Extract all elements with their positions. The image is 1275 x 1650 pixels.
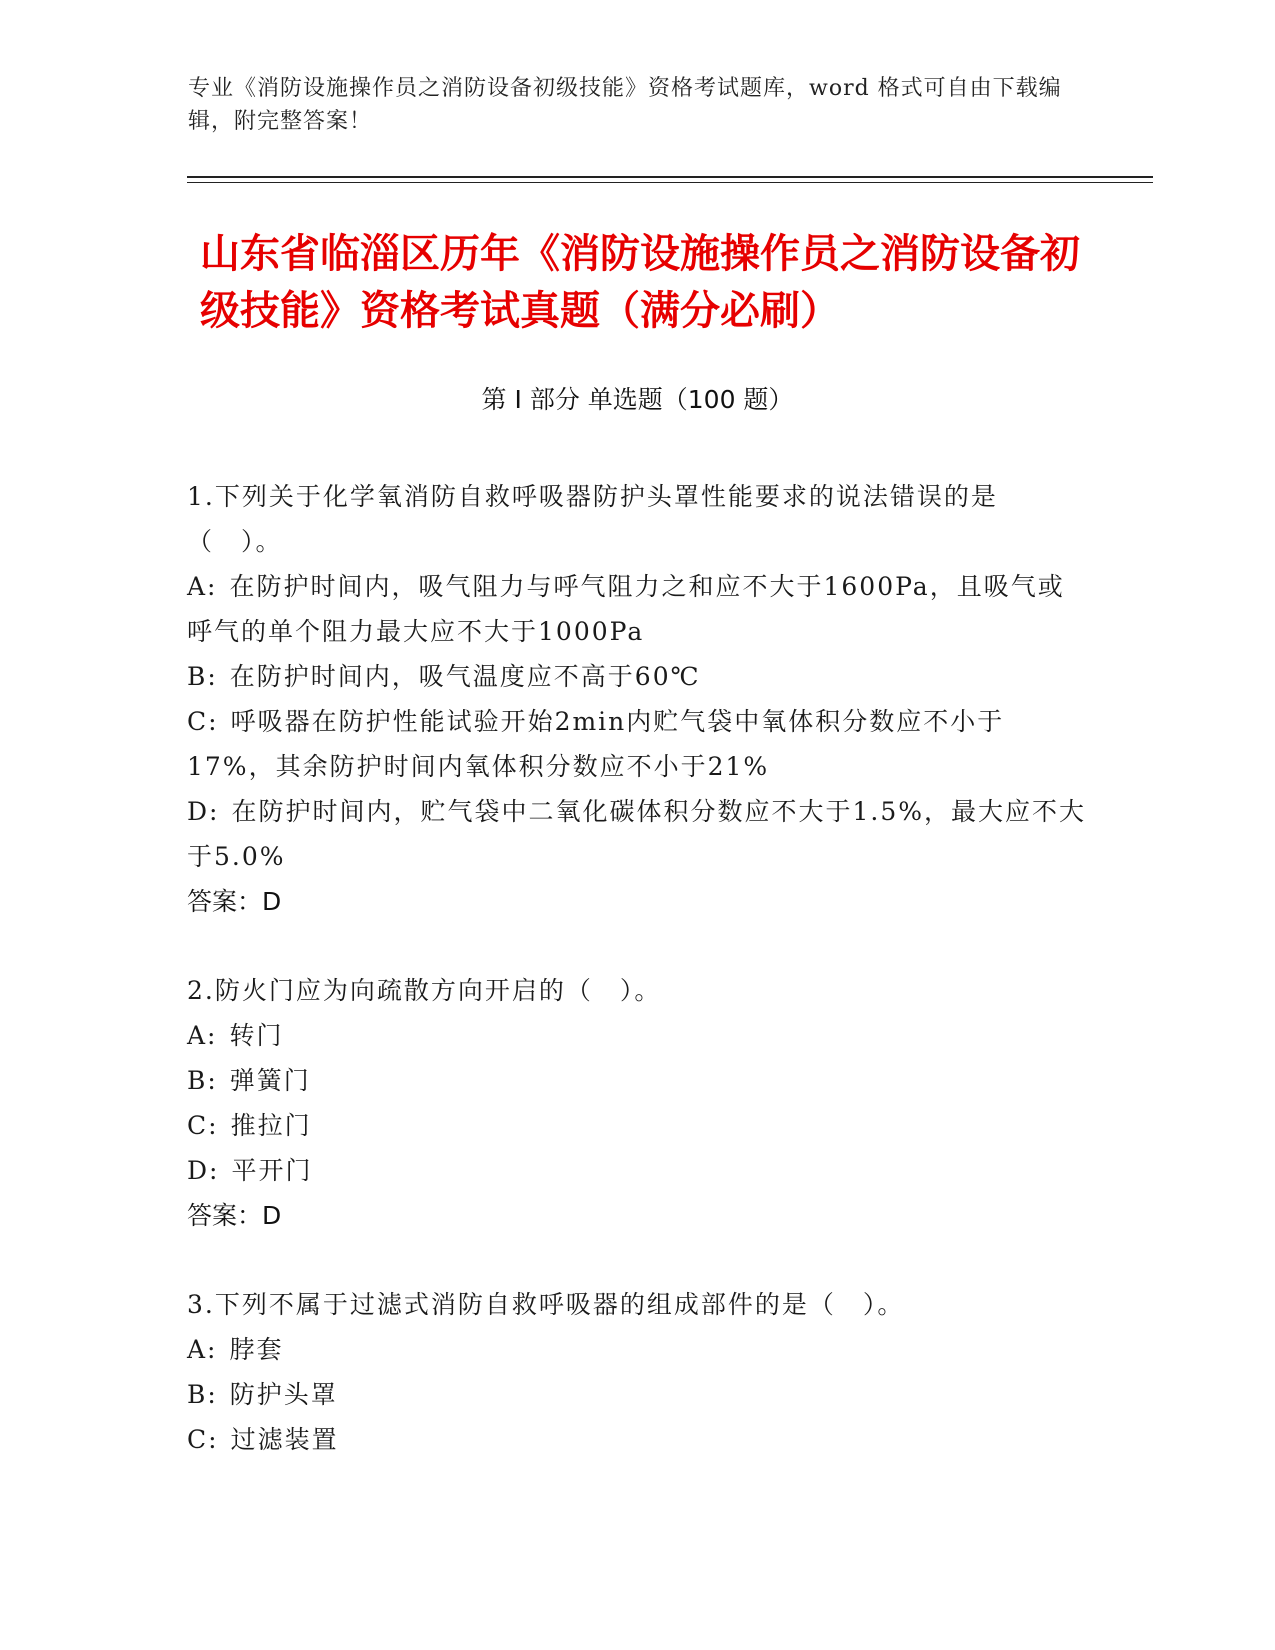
option-key: C: [187, 707, 219, 736]
option-text: 在防护时间内，吸气温度应不高于60℃ [229, 662, 701, 691]
option-key: D: [187, 797, 220, 826]
question-stem: 3.下列不属于过滤式消防自救呼吸器的组成部件的是（ ）。 [187, 1290, 905, 1319]
question-option [187, 1417, 1087, 1462]
option-text: 转门 [229, 1021, 284, 1050]
option-key: B: [187, 662, 218, 691]
question-stem: 2.防火门应为向疏散方向开启的（ ）。 [187, 976, 662, 1005]
header-divider-thin [187, 182, 1153, 183]
question-option [187, 564, 1087, 654]
question-answer: 答案：D [187, 887, 282, 916]
question-item [187, 474, 1087, 924]
header-note: 专业《消防设施操作员之消防设备初级技能》资格考试题库，word 格式可自由下载编辑，附完整答案！ [188, 76, 1062, 134]
option-key: A: [187, 572, 218, 601]
question-option [187, 1058, 1087, 1103]
option-key: A: [187, 1021, 218, 1050]
question-option [187, 1327, 1087, 1372]
question-option [187, 1103, 1087, 1148]
option-key: C: [187, 1425, 219, 1454]
option-text: 在防护时间内，贮气袋中二氧化碳体积分数应不大于1.5%，最大应不大于5.0% [187, 797, 1086, 871]
question-option [187, 654, 1087, 699]
question-item [187, 1282, 1087, 1462]
option-text: 推拉门 [230, 1111, 312, 1140]
question-stem: 1.下列关于化学氧消防自救呼吸器防护头罩性能要求的说法错误的是（ ）。 [187, 482, 998, 556]
option-text: 脖套 [229, 1335, 284, 1364]
question-option [187, 1013, 1087, 1058]
option-key: D: [187, 1156, 220, 1185]
question-option [187, 1372, 1087, 1417]
question-answer: 答案：D [187, 1201, 282, 1230]
question-item [187, 968, 1087, 1238]
section-title: 第 I 部分 单选题（100 题） [481, 385, 794, 414]
option-text: 防护头罩 [229, 1380, 338, 1409]
option-key: A: [187, 1335, 218, 1364]
option-text: 在防护时间内，吸气阻力与呼气阻力之和应不大于1600Pa，且吸气或呼气的单个阻力最大应不大于1000Pa [187, 572, 1065, 646]
option-key: B: [187, 1380, 218, 1409]
option-text: 平开门 [231, 1156, 313, 1185]
document-title: 山东省临淄区历年《消防设施操作员之消防设备初级技能》资格考试真题（满分必刷） [200, 231, 1080, 334]
question-option [187, 699, 1087, 789]
option-key: B: [187, 1066, 218, 1095]
question-list [187, 474, 1087, 1506]
option-key: C: [187, 1111, 219, 1140]
question-option [187, 789, 1087, 879]
option-text: 过滤装置 [230, 1425, 339, 1454]
option-text: 呼吸器在防护性能试验开始2min内贮气袋中氧体积分数应不小于17%，其余防护时间内氧体积分数应不小于21% [187, 707, 1005, 781]
header-divider [187, 176, 1153, 178]
question-option [187, 1148, 1087, 1193]
option-text: 弹簧门 [229, 1066, 311, 1095]
